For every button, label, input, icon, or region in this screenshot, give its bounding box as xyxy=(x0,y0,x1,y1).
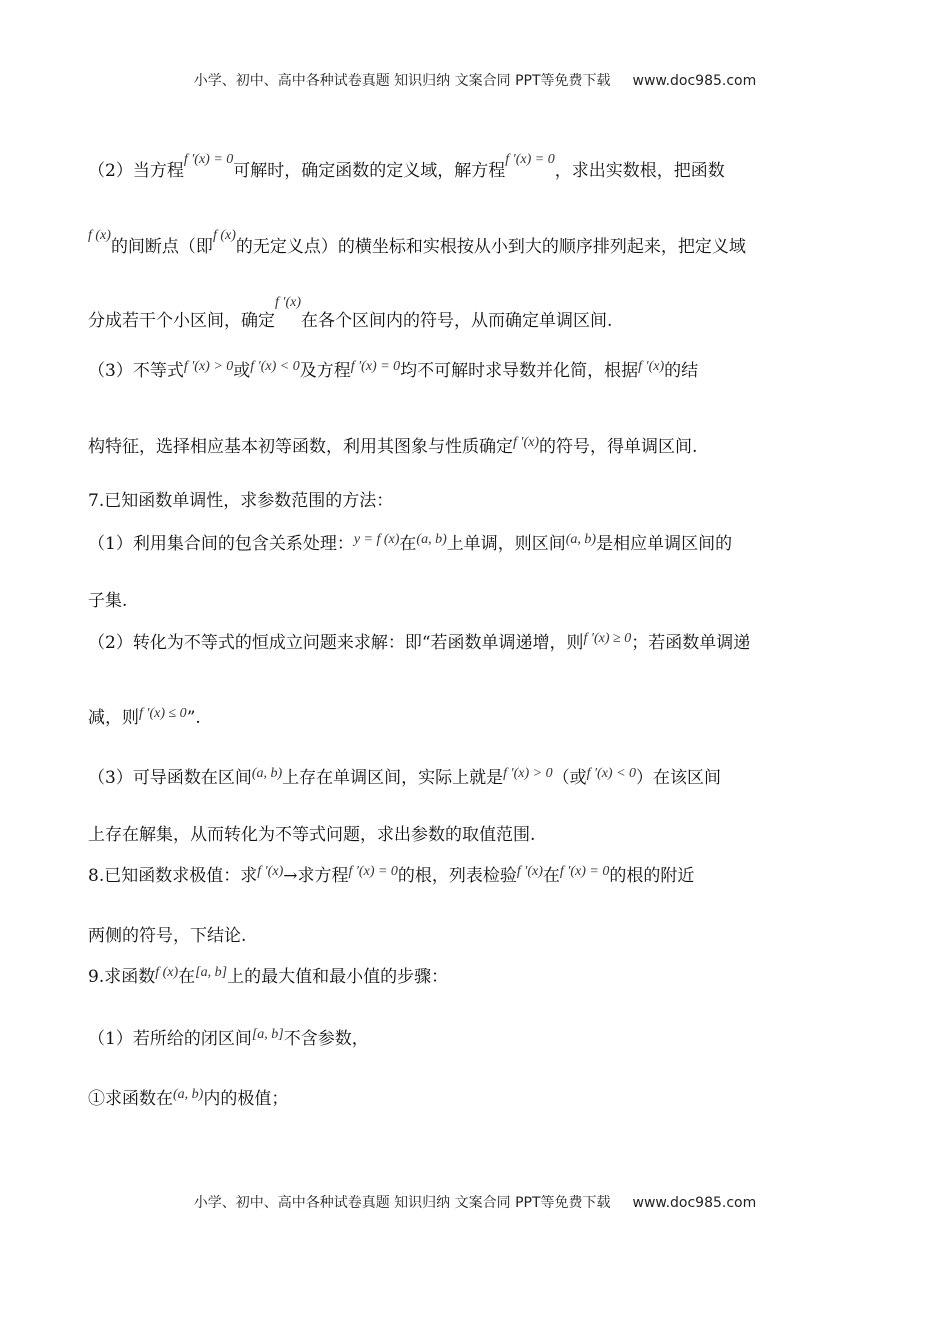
formula: y = f (x) xyxy=(353,532,400,547)
page-footer xyxy=(0,1192,950,1212)
heading-9: 9.求函数f (x)在[a, b]上的最大值和最小值的步骤： xyxy=(88,966,868,990)
para-2-line2: f (x)的间断点（即f (x)的无定义点）的横坐标和实根按从小到大的顺序排列起来，把定义域 xyxy=(88,236,868,260)
formula: f ′(x) < 0 xyxy=(250,359,300,374)
formula: f ′(x) = 0 xyxy=(350,359,401,374)
para-2-line1: （2）当方程f ′(x) = 0可解时，确定函数的定义域，解方程f ′(x) = 0，求出实数根，把函数 xyxy=(88,160,868,184)
heading-8-line2: 两侧的符号，下结论. xyxy=(88,926,247,946)
footer-text: 小学、初中、高中各种试卷真题 知识归纳 文案合同 PPT等免费下载 xyxy=(193,1195,611,1211)
formula: (a, b) xyxy=(416,532,447,547)
header-text: 小学、初中、高中各种试卷真题 知识归纳 文案合同 PPT等免费下载 xyxy=(193,73,611,89)
formula: f (x) xyxy=(88,228,111,243)
formula: (a, b) xyxy=(251,766,283,781)
formula: f ′(x) = 0 xyxy=(505,152,555,167)
para-9-1: （1）若所给的闭区间[a, b]不含参数， xyxy=(88,1028,868,1052)
para-2-line3: 分成若干个小区间，确定f ′(x)在各个区间内的符号，从而确定单调区间. xyxy=(88,310,868,334)
formula: f ′(x) xyxy=(513,435,539,450)
heading-7: 7.已知函数单调性，求参数范围的方法： xyxy=(88,491,394,511)
formula: f ′(x) = 0 xyxy=(183,152,234,167)
para-7-3-line2: 上存在解集，从而转化为不等式问题，求出参数的取值范围. xyxy=(88,825,536,845)
heading-8-line1: 8.已知函数求极值：求f ′(x)→求方程f ′(x) = 0的根，列表检验f ′(x)在f ′(x) = 0的根的附近 xyxy=(88,865,868,889)
formula: f (x) xyxy=(155,965,179,980)
formula: f ′(x) xyxy=(275,295,301,310)
formula: f (x) xyxy=(212,228,236,243)
para-7-3-line1: （3）可导函数在区间(a, b)上存在单调区间，实际上就是f ′(x) > 0（或f ′(x) < 0）在该区间 xyxy=(88,767,868,791)
formula: f ′(x) ≤ 0 xyxy=(139,706,187,721)
para-7-2-line1: （2）转化为不等式的恒成立问题来求解：即“若函数单调递增，则f ′(x) ≥ 0；若函数单调递 xyxy=(88,632,868,656)
formula: f ′(x) ≥ 0 xyxy=(583,631,632,646)
formula: [a, b] xyxy=(251,1027,284,1042)
para-3-line1: （3）不等式f ′(x) > 0或f ′(x) < 0及方程f ′(x) = 0均不可解时求导数并化简，根据f ′(x)的结 xyxy=(88,360,868,384)
formula: f ′(x) < 0 xyxy=(586,766,637,781)
formula: (a, b) xyxy=(565,532,597,547)
formula: f ′(x) xyxy=(257,864,284,879)
header-site: www.doc985.com xyxy=(632,73,757,89)
para-7-1-line2: 子集. xyxy=(88,591,128,611)
para-3-line2: 构特征，选择相应基本初等函数，利用其图象与性质确定f ′(x)的符号，得单调区间. xyxy=(88,436,868,460)
formula: (a, b) xyxy=(173,1087,204,1102)
formula: f ′(x) xyxy=(638,359,665,374)
formula: f ′(x) > 0 xyxy=(503,766,553,781)
para-9-2: ①求函数在(a, b)内的极值； xyxy=(88,1088,868,1112)
formula: [a, b] xyxy=(195,965,228,980)
para-7-2-line2: 减，则f ′(x) ≤ 0”. xyxy=(88,707,868,731)
footer-site: www.doc985.com xyxy=(632,1195,757,1211)
formula: f ′(x) = 0 xyxy=(559,864,610,879)
para-7-1-line1: （1）利用集合间的包含关系处理：y = f (x)在(a, b)上单调，则区间(a, b)是相应单调区间的 xyxy=(88,533,868,557)
formula: f ′(x) = 0 xyxy=(348,864,398,879)
page-header xyxy=(0,70,950,90)
formula: f ′(x) xyxy=(516,864,543,879)
formula: f ′(x) > 0 xyxy=(183,359,234,374)
